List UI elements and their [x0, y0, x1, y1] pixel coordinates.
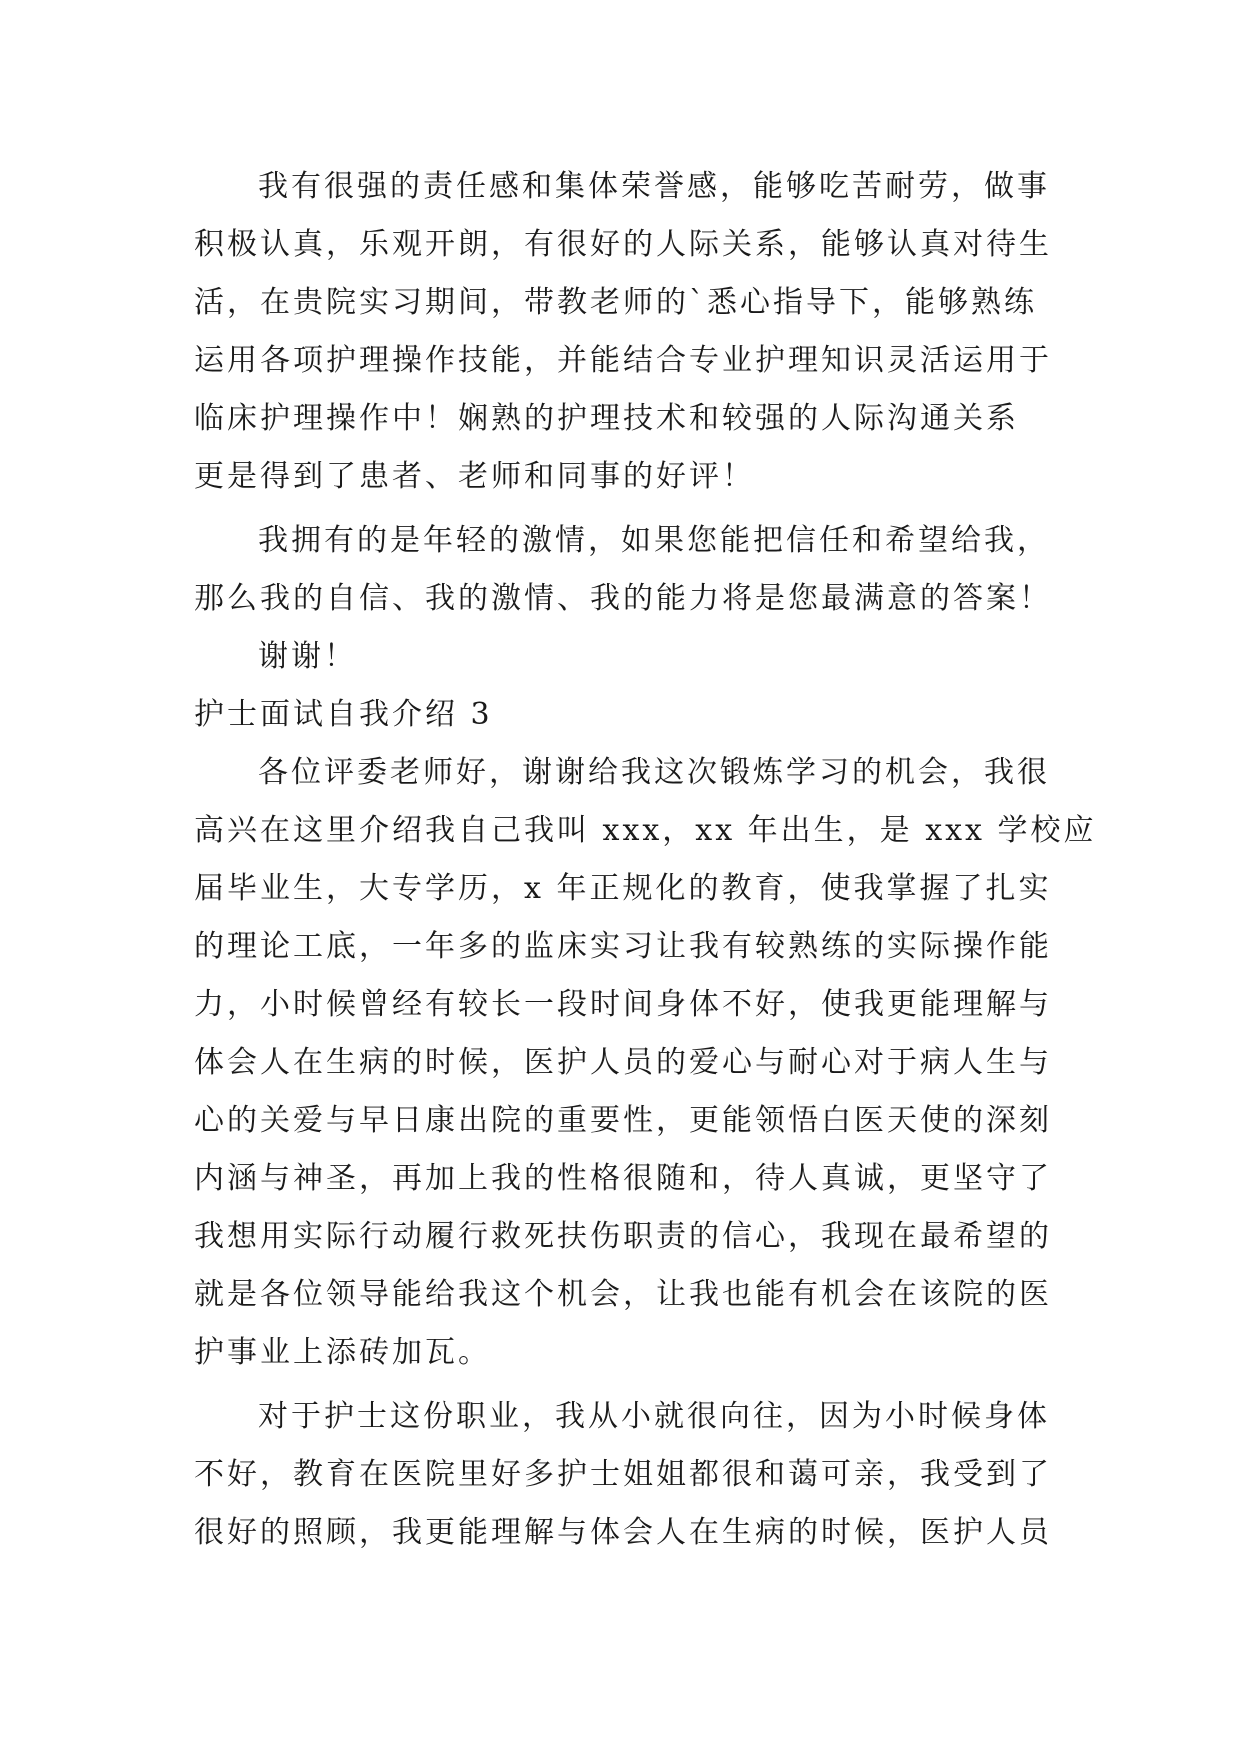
text-line: 就是各位领导能给我这个机会，让我也能有机会在该院的医 [194, 1277, 1052, 1312]
paragraph-2 [194, 512, 1054, 628]
text-line: 谢谢！ [258, 639, 357, 674]
text-line: 活，在贵院实习期间，带教老师的`悉心指导下，能够熟练 [194, 285, 1037, 320]
paragraph-3 [194, 628, 1054, 686]
heading-text: 护士面试自我介绍 3 [194, 697, 493, 732]
text-line: 更是得到了患者、老师和同事的好评！ [194, 459, 755, 494]
text-line: 护事业上添砖加瓦。 [194, 1335, 491, 1370]
text-line: 力，小时候曾经有较长一段时间身体不好，使我更能理解与 [194, 987, 1052, 1022]
text-line: 临床护理操作中！娴熟的护理技术和较强的人际沟通关系 [194, 401, 1019, 436]
text-line: 不好，教育在医院里好多护士姐姐都很和蔼可亲，我受到了 [194, 1457, 1052, 1492]
paragraph-1 [194, 158, 1054, 506]
section-heading [194, 686, 1054, 744]
text-line: 我有很强的责任感和集体荣誉感，能够吃苦耐劳，做事 [258, 169, 1050, 204]
text-line: 对于护士这份职业，我从小就很向往，因为小时候身体 [258, 1399, 1050, 1434]
text-line: 运用各项护理操作技能，并能结合专业护理知识灵活运用于 [194, 343, 1052, 378]
text-line: 积极认真，乐观开朗，有很好的人际关系，能够认真对待生 [194, 227, 1052, 262]
text-line: 我想用实际行动履行救死扶伤职责的信心，我现在最希望的 [194, 1219, 1052, 1254]
section-paragraph-2 [194, 1388, 1054, 1562]
text-line: 届毕业生，大专学历，x 年正规化的教育，使我掌握了扎实 [194, 871, 1052, 906]
text-line: 那么我的自信、我的激情、我的能力将是您最满意的答案！ [194, 581, 1052, 616]
text-line: 的理论工底，一年多的监床实习让我有较熟练的实际操作能 [194, 929, 1052, 964]
document-body [194, 158, 1097, 1562]
text-line: 各位评委老师好，谢谢给我这次锻炼学习的机会，我很 [258, 755, 1050, 790]
text-line: 很好的照顾，我更能理解与体会人在生病的时候，医护人员 [194, 1515, 1052, 1550]
text-line: 我拥有的是年轻的激情，如果您能把信任和希望给我， [258, 523, 1050, 558]
text-line: 内涵与神圣，再加上我的性格很随和，待人真诚，更坚守了 [194, 1161, 1052, 1196]
text-line: 心的关爱与早日康出院的重要性，更能领悟白医天使的深刻 [194, 1103, 1052, 1138]
section-paragraph-1 [194, 744, 1097, 1382]
text-line: 高兴在这里介绍我自己我叫 xxx，xx 年出生，是 xxx 学校应 [194, 813, 1097, 848]
text-line: 体会人在生病的时候，医护人员的爱心与耐心对于病人生与 [194, 1045, 1052, 1080]
